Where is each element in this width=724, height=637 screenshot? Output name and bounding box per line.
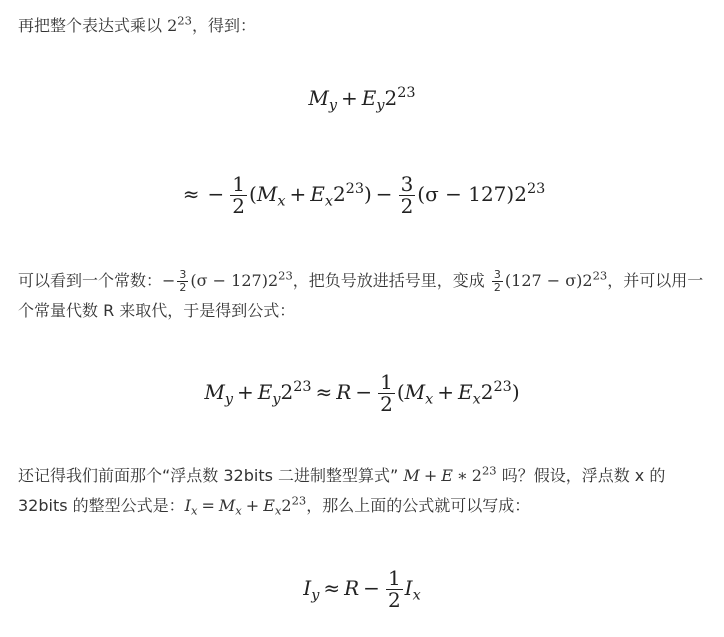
math-exponent: 23 [278, 268, 293, 283]
math-fraction [378, 372, 395, 415]
math-symbol: M [218, 496, 236, 515]
math-group: (σ − 127) [190, 271, 268, 290]
math-symbol: E [257, 380, 273, 404]
math-symbol: M [308, 86, 329, 110]
math-subscript: y [311, 587, 320, 604]
paragraph-integer-formula [18, 461, 706, 521]
math-base: 2 [167, 16, 178, 35]
math-exponent: 23 [291, 493, 307, 508]
math-base: 2 [582, 271, 593, 290]
math-symbol: I [404, 576, 413, 600]
math-operator: + [245, 496, 260, 515]
math-symbol: M [256, 182, 278, 206]
math-exponent: 23 [177, 13, 192, 28]
math-symbol: M [204, 380, 225, 404]
equation-final-iy [0, 568, 724, 611]
math-symbol: E [310, 182, 325, 206]
paragraph-text: 吗？假设，浮点数 x 的 32bits 的整型公式是： [18, 466, 666, 515]
fraction-denominator: 2 [179, 281, 187, 294]
math-subscript: x [425, 391, 434, 408]
fraction-denominator: 2 [387, 588, 401, 612]
math-subscript: x [235, 503, 242, 518]
math-subscript: x [324, 193, 333, 210]
math-operator: − [355, 380, 373, 404]
math-operator: ≈ [323, 576, 341, 600]
math-symbol: E [361, 86, 377, 110]
equation-my-ey [0, 85, 724, 114]
fraction-numerator: 1 [232, 172, 246, 196]
math-paren: ( [249, 182, 257, 206]
math-operator: − [207, 182, 225, 206]
math-subscript: y [224, 391, 233, 408]
math-exponent: 23 [293, 379, 312, 396]
math-symbol: M [404, 380, 426, 404]
math-subscript: x [191, 503, 198, 518]
math-fraction [492, 269, 503, 293]
paragraph-text: ，把负号放进括号里，变成 [292, 271, 490, 290]
math-operator: ∗ [456, 466, 468, 485]
math-base: 2 [281, 496, 292, 515]
math-paren: ) [511, 380, 520, 404]
fraction-numerator: 3 [493, 268, 501, 282]
math-base: 2 [280, 380, 294, 404]
fraction-denominator: 2 [380, 392, 393, 416]
math-group: (127 − σ) [504, 271, 583, 290]
math-subscript: x [412, 587, 421, 604]
math-subscript: x [277, 193, 286, 210]
math-subscript: x [472, 391, 481, 408]
math-operator: − [162, 271, 176, 290]
math-symbol: E [441, 466, 453, 485]
math-operator: ≈ [182, 182, 200, 206]
math-symbol: E [263, 496, 275, 515]
math-base: 2 [332, 182, 346, 206]
math-symbol: E [458, 380, 473, 404]
math-paren: ( [396, 380, 405, 404]
math-subscript: x [274, 503, 282, 518]
math-operator: + [289, 182, 307, 206]
math-fraction [177, 269, 188, 293]
math-operator: + [423, 466, 438, 485]
math-symbol: I [303, 576, 312, 600]
math-operator: + [341, 86, 358, 110]
math-base: 2 [514, 182, 527, 206]
paragraph-constant [18, 266, 706, 326]
paragraph-multiply [18, 11, 706, 41]
paragraph-text: ，得到： [191, 16, 256, 35]
math-symbol: M [403, 466, 420, 485]
math-operator: + [437, 380, 455, 404]
fraction-denominator: 2 [493, 281, 501, 294]
math-subscript: y [328, 97, 338, 114]
math-exponent: 23 [493, 379, 512, 396]
math-base: 2 [471, 466, 482, 485]
math-fraction [386, 568, 403, 611]
math-symbol: R [344, 576, 360, 600]
math-operator: − [375, 182, 393, 206]
math-exponent: 23 [345, 181, 364, 198]
fraction-numerator: 1 [380, 370, 393, 394]
math-symbol: I [184, 496, 191, 515]
fraction-numerator: 1 [387, 566, 401, 590]
math-group: (σ − 127) [417, 182, 515, 206]
math-exponent: 23 [592, 268, 608, 283]
math-exponent: 23 [481, 463, 497, 478]
math-exponent: 23 [397, 85, 416, 102]
math-operator: = [201, 496, 215, 515]
math-paren: ) [363, 182, 372, 206]
math-operator: − [363, 576, 380, 600]
math-operator: ≈ [315, 380, 333, 404]
math-fraction [399, 174, 416, 217]
equation-r-substitution [0, 372, 724, 415]
fraction-numerator: 3 [179, 268, 187, 282]
math-subscript: y [376, 97, 385, 114]
math-base: 2 [480, 380, 494, 404]
math-base: 2 [267, 271, 279, 290]
math-exponent: 23 [526, 181, 546, 198]
paragraph-text: 可以看到一个常数： [18, 271, 163, 290]
paragraph-text: 再把整个表达式乘以 [18, 16, 168, 35]
paragraph-text: 还记得我们前面那个“浮点数 32bits 二进制整型算式” [18, 466, 404, 485]
fraction-numerator: 3 [400, 172, 414, 196]
paragraph-text: ，那么上面的公式就可以写成： [306, 496, 531, 515]
fraction-denominator: 2 [232, 194, 246, 218]
fraction-denominator: 2 [400, 194, 414, 218]
math-base: 2 [384, 86, 398, 110]
paragraph-text: ，并可以用一个常量代数 R 来取代，于是得到公式： [18, 271, 704, 320]
math-fraction [230, 174, 247, 217]
math-subscript: y [272, 391, 281, 408]
math-operator: + [236, 380, 254, 404]
equation-approx-expansion [0, 174, 724, 217]
math-symbol: R [336, 380, 352, 404]
